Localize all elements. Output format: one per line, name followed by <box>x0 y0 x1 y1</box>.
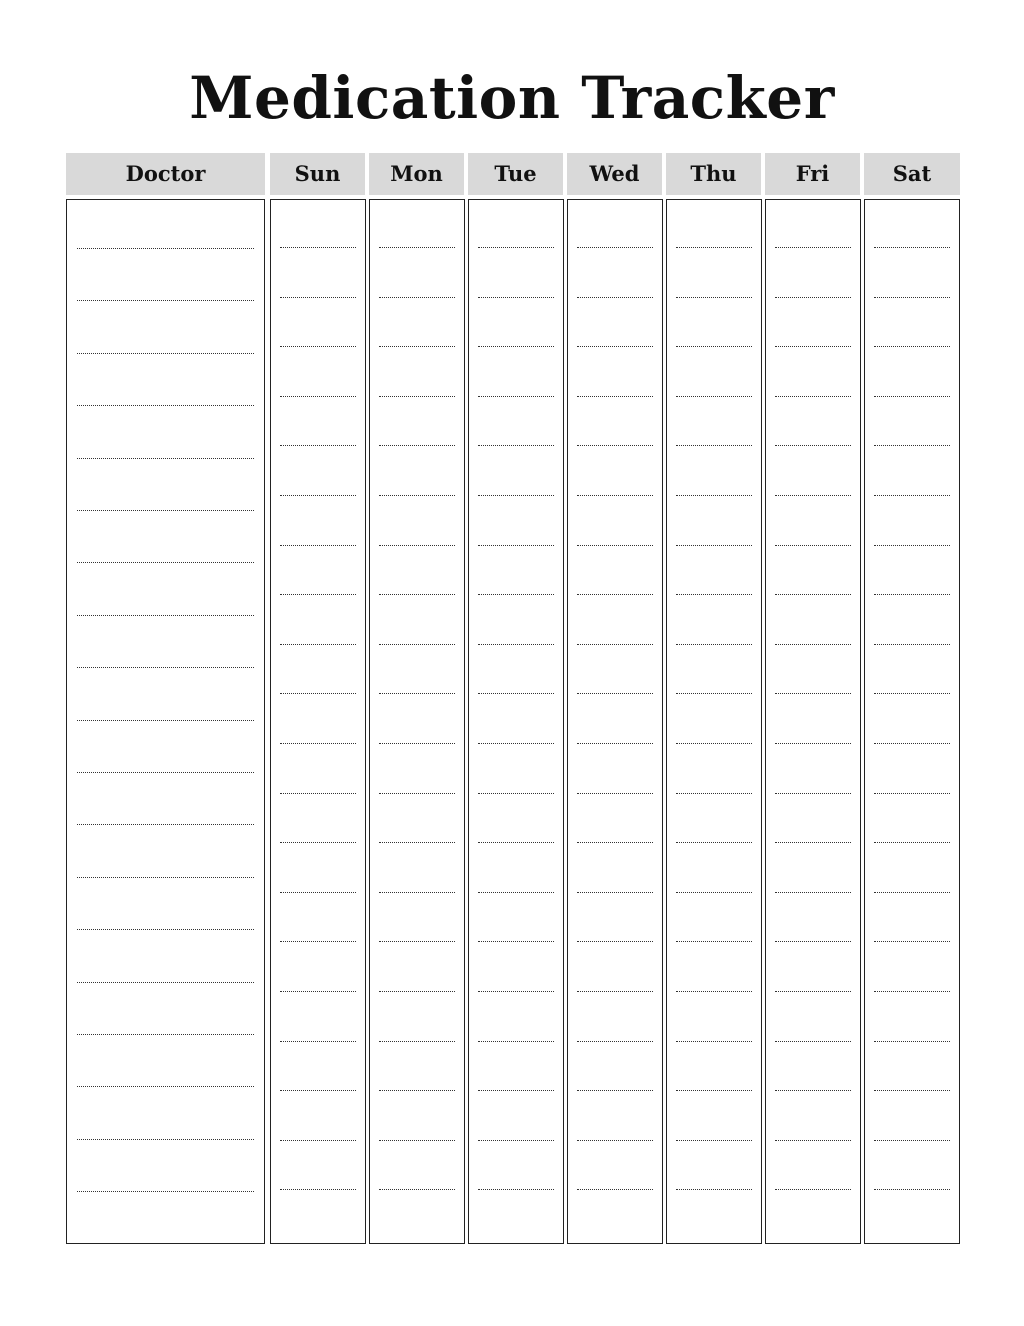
writing-line[interactable] <box>280 545 356 546</box>
writing-line[interactable] <box>775 793 851 794</box>
writing-line[interactable] <box>676 545 752 546</box>
writing-line[interactable] <box>379 346 455 347</box>
writing-line[interactable] <box>478 991 554 992</box>
writing-line[interactable] <box>478 1041 554 1042</box>
writing-line[interactable] <box>280 1090 356 1091</box>
writing-line[interactable] <box>676 495 752 496</box>
writing-line[interactable] <box>577 1041 653 1042</box>
writing-line[interactable] <box>280 842 356 843</box>
writing-line[interactable] <box>280 346 356 347</box>
writing-line[interactable] <box>379 842 455 843</box>
writing-line[interactable] <box>577 346 653 347</box>
writing-line[interactable] <box>280 644 356 645</box>
writing-line[interactable] <box>478 743 554 744</box>
writing-line[interactable] <box>478 1090 554 1091</box>
writing-line[interactable] <box>478 247 554 248</box>
writing-line[interactable] <box>280 743 356 744</box>
writing-line[interactable] <box>577 445 653 446</box>
header-fri: Fri <box>765 153 860 195</box>
writing-line[interactable] <box>874 1090 950 1091</box>
writing-line[interactable] <box>77 824 254 825</box>
writing-line[interactable] <box>676 941 752 942</box>
writing-line[interactable] <box>676 297 752 298</box>
writing-line[interactable] <box>676 1140 752 1141</box>
writing-line[interactable] <box>379 693 455 694</box>
writing-line[interactable] <box>775 842 851 843</box>
writing-line[interactable] <box>77 405 254 406</box>
writing-line[interactable] <box>676 247 752 248</box>
writing-line[interactable] <box>77 458 254 459</box>
writing-line[interactable] <box>874 693 950 694</box>
writing-line[interactable] <box>77 562 254 563</box>
writing-line[interactable] <box>874 1140 950 1141</box>
writing-line[interactable] <box>676 445 752 446</box>
tue-column[interactable] <box>468 199 564 1244</box>
writing-line[interactable] <box>280 445 356 446</box>
writing-line[interactable] <box>775 396 851 397</box>
writing-line[interactable] <box>280 1189 356 1190</box>
writing-line[interactable] <box>775 991 851 992</box>
writing-line[interactable] <box>874 941 950 942</box>
writing-line[interactable] <box>77 1139 254 1140</box>
writing-line[interactable] <box>874 743 950 744</box>
writing-line[interactable] <box>478 892 554 893</box>
writing-line[interactable] <box>478 644 554 645</box>
writing-line[interactable] <box>874 644 950 645</box>
writing-line[interactable] <box>775 445 851 446</box>
writing-line[interactable] <box>379 1090 455 1091</box>
thu-column[interactable] <box>666 199 762 1244</box>
writing-line[interactable] <box>577 545 653 546</box>
writing-line[interactable] <box>775 247 851 248</box>
writing-line[interactable] <box>77 929 254 930</box>
writing-line[interactable] <box>775 941 851 942</box>
writing-line[interactable] <box>775 346 851 347</box>
writing-line[interactable] <box>874 991 950 992</box>
writing-line[interactable] <box>577 644 653 645</box>
header-sun: Sun <box>270 153 365 195</box>
writing-line[interactable] <box>478 445 554 446</box>
writing-line[interactable] <box>775 1140 851 1141</box>
writing-line[interactable] <box>280 892 356 893</box>
writing-line[interactable] <box>874 892 950 893</box>
writing-line[interactable] <box>775 297 851 298</box>
writing-line[interactable] <box>280 594 356 595</box>
writing-line[interactable] <box>775 1189 851 1190</box>
writing-line[interactable] <box>676 1189 752 1190</box>
writing-line[interactable] <box>379 495 455 496</box>
writing-line[interactable] <box>77 772 254 773</box>
writing-line[interactable] <box>478 793 554 794</box>
writing-line[interactable] <box>379 991 455 992</box>
writing-line[interactable] <box>280 693 356 694</box>
page-title: Medication Tracker <box>189 64 835 132</box>
writing-line[interactable] <box>77 615 254 616</box>
writing-line[interactable] <box>676 793 752 794</box>
writing-line[interactable] <box>577 1090 653 1091</box>
writing-line[interactable] <box>379 1041 455 1042</box>
writing-line[interactable] <box>77 667 254 668</box>
writing-line[interactable] <box>379 396 455 397</box>
writing-line[interactable] <box>280 1140 356 1141</box>
writing-line[interactable] <box>77 300 254 301</box>
writing-line[interactable] <box>379 1140 455 1141</box>
writing-line[interactable] <box>874 842 950 843</box>
writing-line[interactable] <box>280 297 356 298</box>
writing-line[interactable] <box>77 510 254 511</box>
writing-line[interactable] <box>577 743 653 744</box>
mon-column[interactable] <box>369 199 465 1244</box>
writing-line[interactable] <box>478 1140 554 1141</box>
writing-line[interactable] <box>577 991 653 992</box>
writing-line[interactable] <box>676 743 752 744</box>
writing-line[interactable] <box>577 247 653 248</box>
writing-line[interactable] <box>379 297 455 298</box>
writing-line[interactable] <box>577 297 653 298</box>
writing-line[interactable] <box>874 346 950 347</box>
header-sat: Sat <box>864 153 960 195</box>
writing-line[interactable] <box>280 495 356 496</box>
writing-line[interactable] <box>577 693 653 694</box>
writing-line[interactable] <box>478 495 554 496</box>
writing-line[interactable] <box>874 545 950 546</box>
writing-line[interactable] <box>478 594 554 595</box>
writing-line[interactable] <box>280 991 356 992</box>
writing-line[interactable] <box>577 495 653 496</box>
writing-line[interactable] <box>77 877 254 878</box>
writing-line[interactable] <box>77 1086 254 1087</box>
writing-line[interactable] <box>280 941 356 942</box>
header-mon: Mon <box>369 153 464 195</box>
writing-line[interactable] <box>676 644 752 645</box>
writing-line[interactable] <box>478 545 554 546</box>
writing-line[interactable] <box>478 1189 554 1190</box>
writing-line[interactable] <box>676 1041 752 1042</box>
writing-line[interactable] <box>676 693 752 694</box>
writing-line[interactable] <box>478 693 554 694</box>
header-wed: Wed <box>567 153 662 195</box>
writing-line[interactable] <box>478 941 554 942</box>
writing-line[interactable] <box>676 594 752 595</box>
writing-line[interactable] <box>577 594 653 595</box>
writing-line[interactable] <box>478 396 554 397</box>
writing-line[interactable] <box>77 1191 254 1192</box>
writing-line[interactable] <box>577 1189 653 1190</box>
writing-line[interactable] <box>379 644 455 645</box>
writing-line[interactable] <box>77 1034 254 1035</box>
writing-line[interactable] <box>379 1189 455 1190</box>
writing-line[interactable] <box>77 982 254 983</box>
writing-line[interactable] <box>874 793 950 794</box>
writing-line[interactable] <box>280 247 356 248</box>
writing-line[interactable] <box>379 892 455 893</box>
wed-column[interactable] <box>567 199 663 1244</box>
writing-line[interactable] <box>577 842 653 843</box>
writing-line[interactable] <box>775 693 851 694</box>
writing-line[interactable] <box>874 247 950 248</box>
header-tue: Tue <box>468 153 563 195</box>
writing-line[interactable] <box>577 793 653 794</box>
writing-line[interactable] <box>676 346 752 347</box>
writing-line[interactable] <box>874 594 950 595</box>
writing-line[interactable] <box>478 297 554 298</box>
writing-line[interactable] <box>379 743 455 744</box>
writing-line[interactable] <box>478 346 554 347</box>
writing-line[interactable] <box>77 248 254 249</box>
writing-line[interactable] <box>379 545 455 546</box>
fri-column[interactable] <box>765 199 861 1244</box>
writing-line[interactable] <box>775 495 851 496</box>
writing-line[interactable] <box>676 892 752 893</box>
writing-line[interactable] <box>280 1041 356 1042</box>
writing-line[interactable] <box>676 1090 752 1091</box>
writing-line[interactable] <box>478 842 554 843</box>
writing-line[interactable] <box>775 545 851 546</box>
writing-line[interactable] <box>379 941 455 942</box>
sat-column[interactable] <box>864 199 960 1244</box>
writing-line[interactable] <box>577 892 653 893</box>
writing-line[interactable] <box>77 720 254 721</box>
writing-line[interactable] <box>379 594 455 595</box>
writing-line[interactable] <box>874 1041 950 1042</box>
writing-line[interactable] <box>775 1090 851 1091</box>
writing-line[interactable] <box>874 445 950 446</box>
writing-line[interactable] <box>874 495 950 496</box>
writing-line[interactable] <box>874 297 950 298</box>
writing-line[interactable] <box>775 892 851 893</box>
writing-line[interactable] <box>775 644 851 645</box>
writing-line[interactable] <box>280 396 356 397</box>
header-doctor: Doctor <box>66 153 265 195</box>
writing-line[interactable] <box>676 991 752 992</box>
writing-line[interactable] <box>77 353 254 354</box>
sun-column[interactable] <box>270 199 366 1244</box>
writing-line[interactable] <box>874 396 950 397</box>
writing-line[interactable] <box>676 396 752 397</box>
doctor-column[interactable] <box>66 199 265 1244</box>
writing-line[interactable] <box>775 743 851 744</box>
writing-line[interactable] <box>379 247 455 248</box>
writing-line[interactable] <box>874 1189 950 1190</box>
writing-line[interactable] <box>577 396 653 397</box>
header-thu: Thu <box>666 153 761 195</box>
writing-line[interactable] <box>676 842 752 843</box>
writing-line[interactable] <box>577 1140 653 1141</box>
writing-line[interactable] <box>280 793 356 794</box>
writing-line[interactable] <box>775 1041 851 1042</box>
writing-line[interactable] <box>379 793 455 794</box>
writing-line[interactable] <box>577 941 653 942</box>
writing-line[interactable] <box>775 594 851 595</box>
writing-line[interactable] <box>379 445 455 446</box>
